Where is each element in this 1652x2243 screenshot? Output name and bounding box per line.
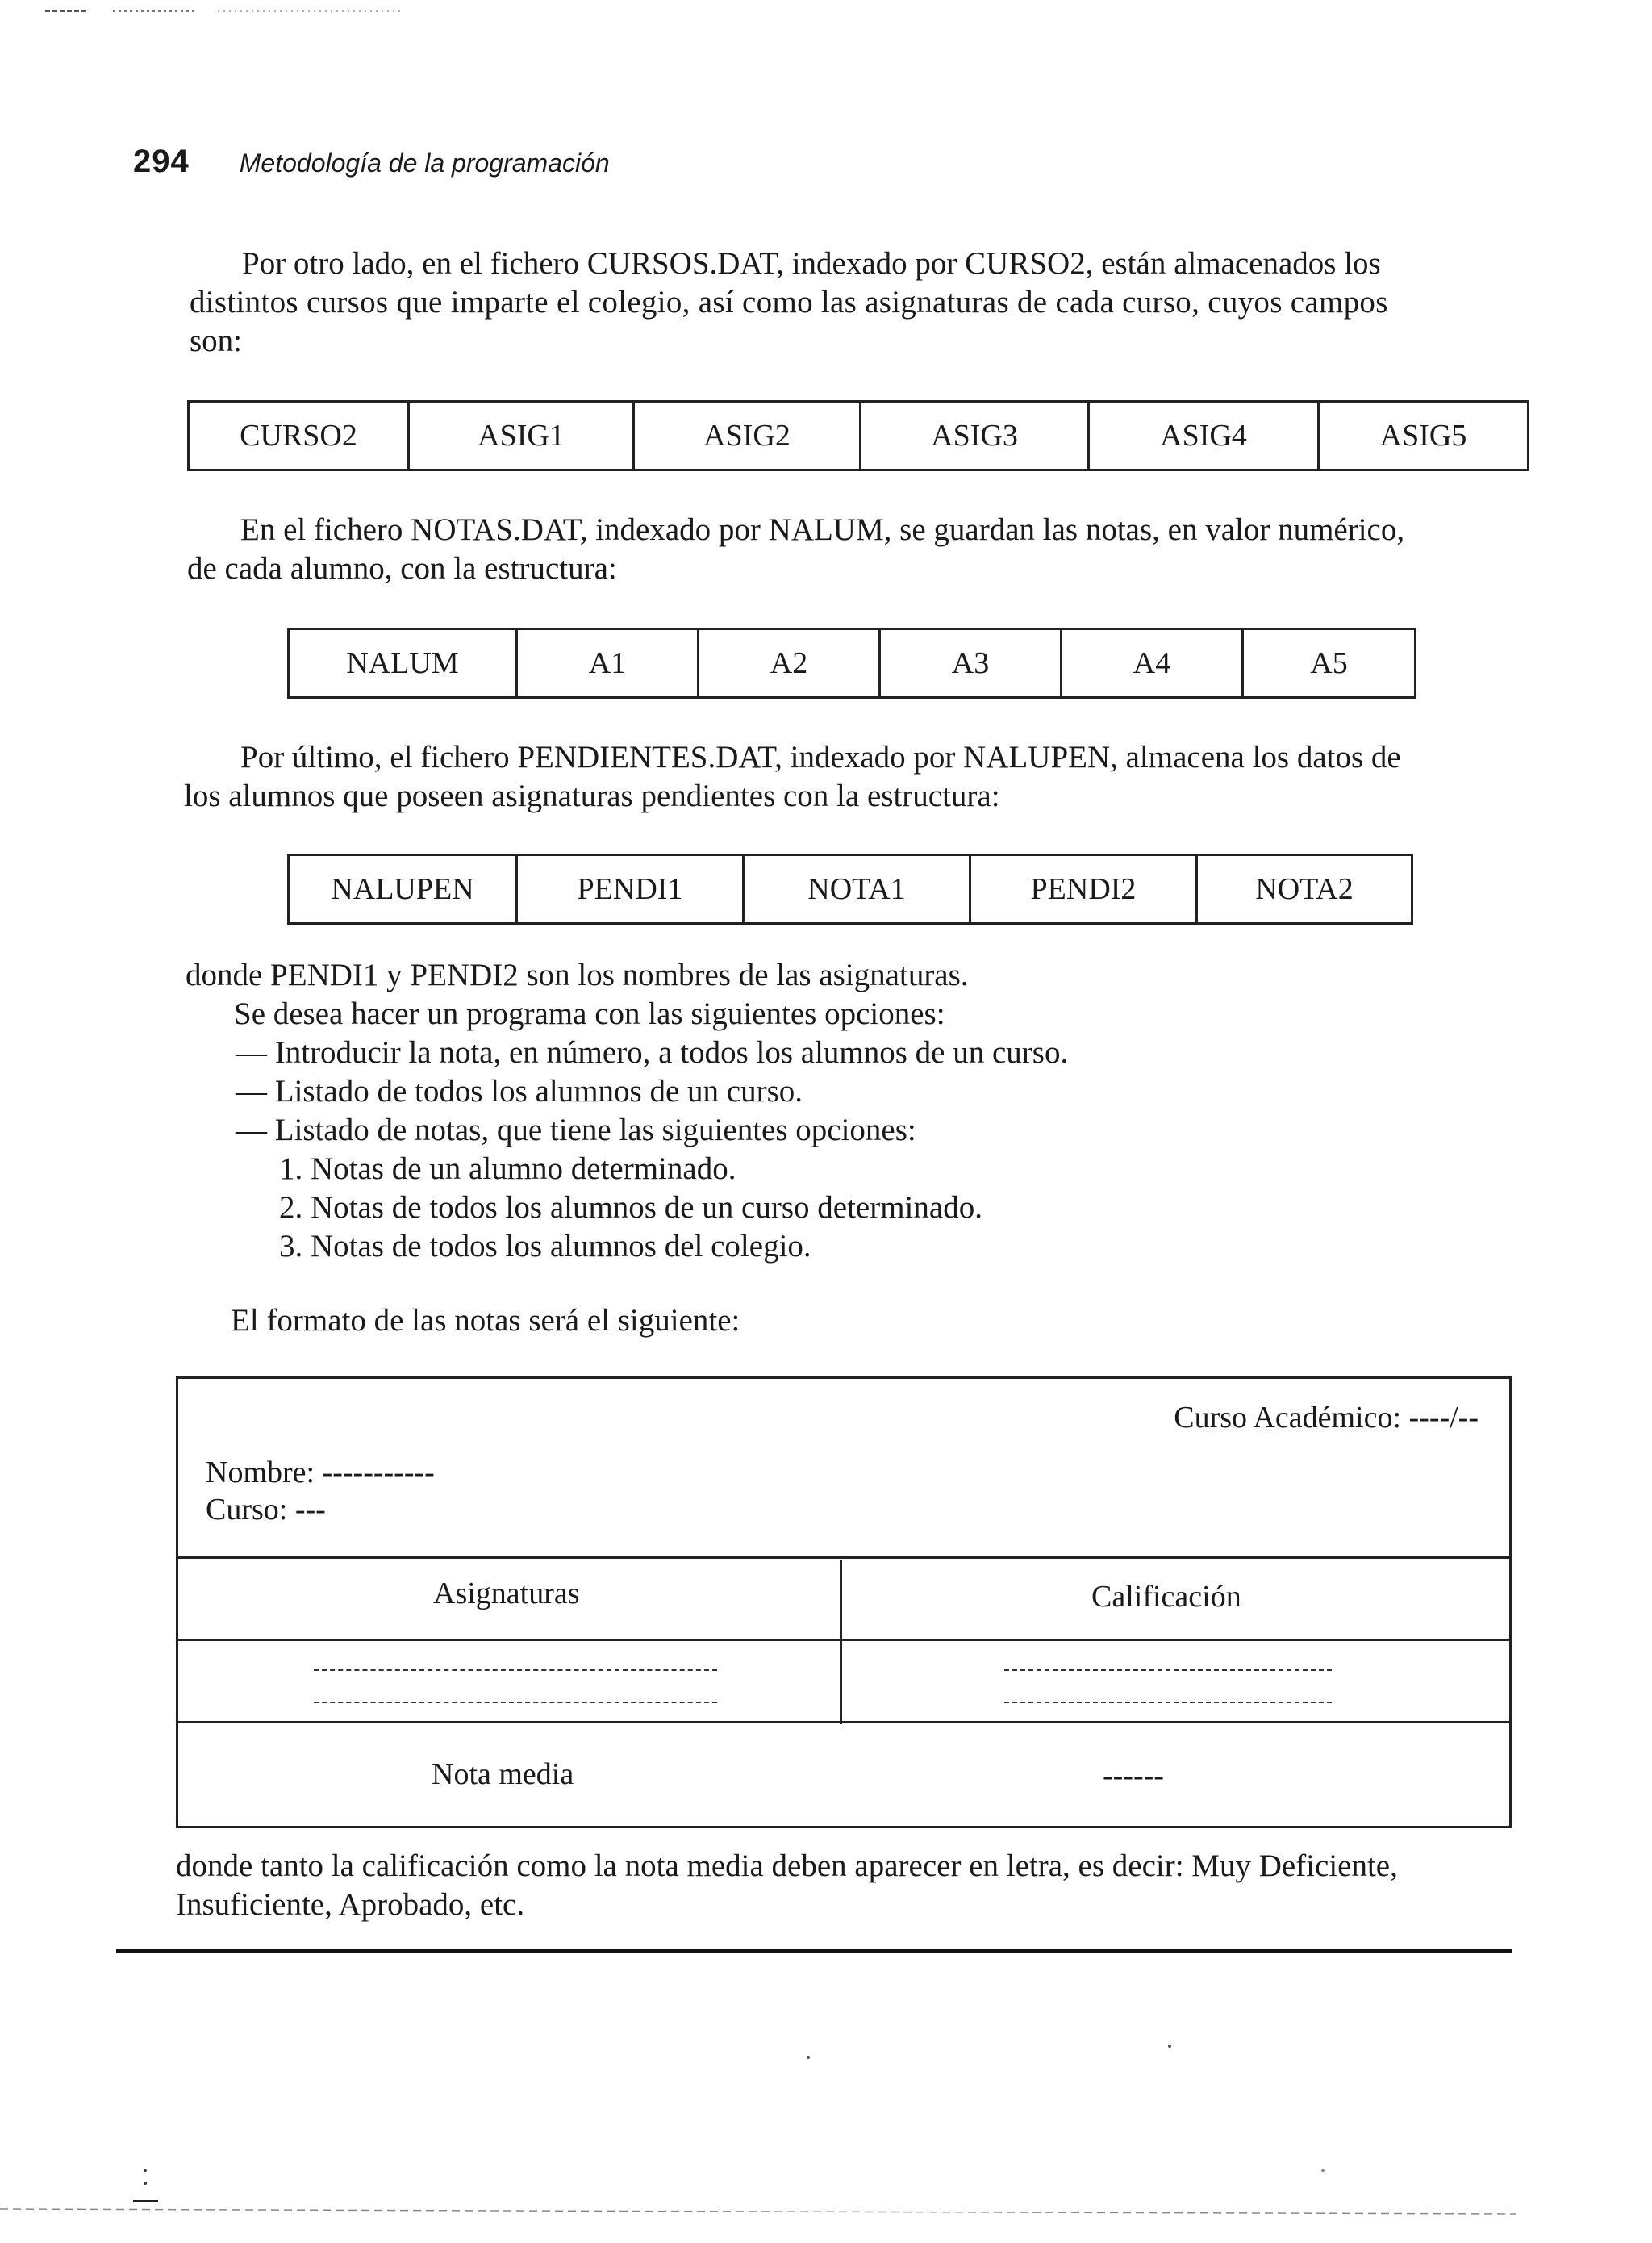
field-pendi1: PENDI1 xyxy=(517,855,744,924)
field-asig5: ASIG5 xyxy=(1319,402,1529,470)
field-asig2: ASIG2 xyxy=(634,402,861,470)
option-2: — Listado de todos los alumnos de un curso. xyxy=(236,1074,803,1109)
field-nota1: NOTA1 xyxy=(744,855,970,924)
field-a4: A4 xyxy=(1062,629,1243,698)
header-row-divider xyxy=(178,1556,1509,1559)
field-a3: A3 xyxy=(880,629,1062,698)
para3-line2: los alumnos que poseen asignaturas pendientes con la estructura: xyxy=(184,779,1000,813)
para4-donde: donde PENDI1 y PENDI2 son los nombres de las asignaturas. xyxy=(186,958,969,992)
col-asignaturas: Asignaturas xyxy=(433,1577,580,1610)
field-pendi2: PENDI2 xyxy=(970,855,1197,924)
curso-academico: Curso Académico: ----/-- xyxy=(1174,1401,1479,1435)
para1-line2: distintos cursos que imparte el colegio, así como las asignaturas de cada curso, cuyos campos xyxy=(190,285,1388,320)
para6-line1: donde tanto la calificación como la nota media deben aparecer en letra, es decir: Muy Deficiente, xyxy=(176,1848,1398,1883)
option-3: — Listado de notas, que tiene las siguientes opciones: xyxy=(236,1113,916,1147)
bottom-rule xyxy=(116,1949,1512,1953)
nota-media-value: ------ xyxy=(1103,1759,1164,1793)
field-nalum: NALUM xyxy=(289,629,517,698)
field-a5: A5 xyxy=(1243,629,1416,698)
para2-line2: de cada alumno, con la estructura: xyxy=(187,551,617,586)
para1-line3: son: xyxy=(190,324,243,358)
field-a1: A1 xyxy=(517,629,699,698)
footer-row-divider xyxy=(178,1721,1509,1723)
field-asig4: ASIG4 xyxy=(1089,402,1319,470)
nota-media-label: Nota media xyxy=(432,1757,574,1791)
body-row-divider xyxy=(178,1639,1509,1641)
calificacion-placeholder-2 xyxy=(1004,1702,1332,1703)
field-nota2: NOTA2 xyxy=(1197,855,1412,924)
col-calificacion: Calificación xyxy=(1091,1580,1241,1614)
notas-record-table xyxy=(287,628,1416,699)
nombre-field: Nombre: ----------- xyxy=(206,1456,435,1489)
para4-intro: Se desea hacer un programa con las siguientes opciones: xyxy=(234,996,945,1031)
field-nalupen: NALUPEN xyxy=(289,855,517,924)
calificacion-placeholder-1 xyxy=(1004,1669,1332,1671)
suboption-2: 2. Notas de todos los alumnos de un curso determinado. xyxy=(279,1190,982,1225)
running-title: Metodología de la programación xyxy=(239,148,610,178)
para3-line1: Por último, el fichero PENDIENTES.DAT, indexado por NALUPEN, almacena los datos de xyxy=(240,740,1401,775)
asignatura-placeholder-2 xyxy=(314,1702,717,1703)
pendientes-record-table xyxy=(287,854,1413,925)
field-asig1: ASIG1 xyxy=(409,402,634,470)
column-divider xyxy=(840,1560,842,1724)
page-header xyxy=(133,144,610,180)
notas-format-box xyxy=(176,1376,1512,1828)
suboption-3: 3. Notas de todos los alumnos del colegio. xyxy=(279,1229,811,1264)
para1-line1: Por otro lado, en el fichero CURSOS.DAT, indexado por CURSO2, están almacenados los xyxy=(242,246,1381,281)
para5: El formato de las notas será el siguiente: xyxy=(231,1303,740,1338)
curso-field: Curso: --- xyxy=(206,1493,326,1527)
option-1: — Introducir la nota, en número, a todos los alumnos de un curso. xyxy=(236,1035,1069,1070)
para6-line2: Insuficiente, Aprobado, etc. xyxy=(176,1887,525,1922)
page-number: 294 xyxy=(133,144,190,179)
cursos-record-table xyxy=(187,400,1529,471)
asignatura-placeholder-1 xyxy=(314,1669,717,1671)
field-a2: A2 xyxy=(699,629,880,698)
para2-line1: En el fichero NOTAS.DAT, indexado por NALUM, se guardan las notas, en valor numérico, xyxy=(240,512,1405,547)
field-asig3: ASIG3 xyxy=(861,402,1089,470)
field-curso2: CURSO2 xyxy=(189,402,409,470)
suboption-1: 1. Notas de un alumno determinado. xyxy=(279,1151,736,1186)
